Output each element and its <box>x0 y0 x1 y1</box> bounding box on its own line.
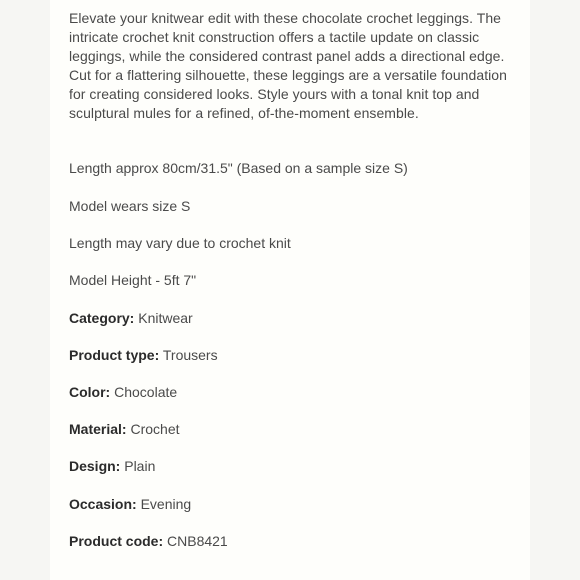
attribute-label: Material: <box>69 421 127 437</box>
attribute-value: Knitwear <box>138 310 193 326</box>
product-description: Elevate your knitwear edit with these chocolate crochet leggings. The intricate crochet knit construction offers a tactile update on classic leggings, while the considered contrast panel adds a directional edge. Cut for a flattering silhouette, these leggings are a versatile foundation for creating considered looks. Style yours with a tonal knit top and sculptural mules for a refined, of-the-moment ensemble. <box>69 10 507 121</box>
attribute-design <box>69 456 155 476</box>
attribute-label: Design: <box>69 458 121 474</box>
attribute-value: CNB8421 <box>167 533 228 549</box>
attribute-label: Product code: <box>69 533 164 549</box>
attribute-value: Trousers <box>162 347 218 363</box>
attribute-material <box>69 419 180 439</box>
attribute-value: Evening <box>140 496 192 512</box>
attribute-occasion <box>69 494 191 514</box>
attribute-value: Crochet <box>130 421 180 437</box>
attribute-label: Product type: <box>69 347 160 363</box>
attribute-label: Occasion: <box>69 496 137 512</box>
note-length: Length approx 80cm/31.5" (Based on a sample size S) <box>69 160 408 176</box>
attribute-category <box>69 308 193 328</box>
note-length-variance: Length may vary due to crochet knit <box>69 235 291 251</box>
attribute-value: Chocolate <box>114 384 178 400</box>
attribute-product-type <box>69 345 218 365</box>
note-model-size: Model wears size S <box>69 198 191 214</box>
note-model-height: Model Height - 5ft 7" <box>69 272 197 288</box>
attribute-product-code <box>69 531 228 551</box>
attribute-label: Category: <box>69 310 135 326</box>
attribute-color <box>69 382 177 402</box>
attribute-label: Color: <box>69 384 111 400</box>
attribute-value: Plain <box>124 458 156 474</box>
